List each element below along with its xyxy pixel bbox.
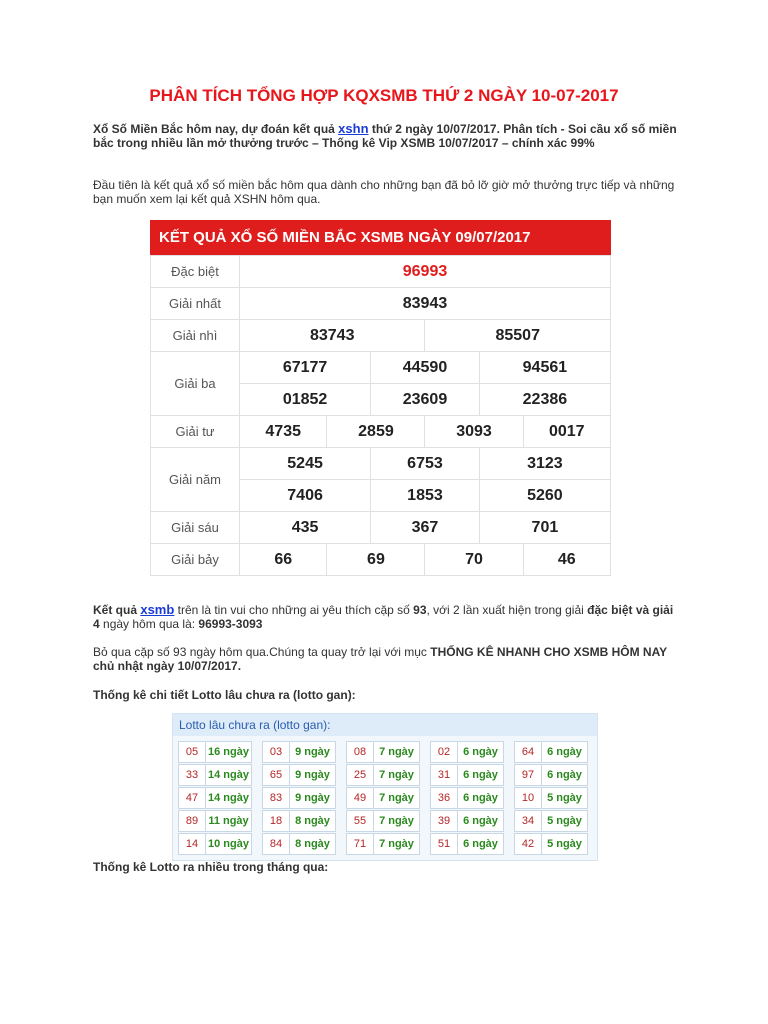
lotto-column (178, 741, 252, 856)
label-g3: Giải ba (151, 352, 240, 416)
result-table (150, 220, 611, 576)
lotto-month-heading: Thống kê Lotto ra nhiều trong tháng qua: (93, 860, 329, 874)
p3-c: , với 2 lần xuất hiện trong giải (426, 603, 588, 617)
result-header: KẾT QUẢ XỔ SỐ MIỀN BẮC XSMB NGÀY 09/07/2017 (150, 220, 611, 255)
lotto-days: 10 ngày (208, 838, 249, 850)
lotto-days: 16 ngày (208, 746, 249, 758)
lotto-days: 7 ngày (379, 815, 414, 827)
lotto-days: 9 ngày (295, 769, 330, 781)
lotto-entry (262, 833, 336, 855)
lotto-entry (514, 787, 588, 809)
lotto-days: 11 ngày (208, 815, 249, 827)
lotto-entry (262, 764, 336, 786)
lotto-number: 89 (179, 811, 206, 831)
lotto-number: 51 (431, 834, 458, 854)
lotto-entry (262, 741, 336, 763)
analysis-paragraph (93, 603, 681, 631)
lotto-days: 14 ngày (208, 792, 249, 804)
lotto-entry (514, 764, 588, 786)
lotto-number: 31 (431, 765, 458, 785)
lotto-number: 83 (263, 788, 290, 808)
lotto-number: 84 (263, 834, 290, 854)
lotto-number: 14 (179, 834, 206, 854)
prize-g5-2: 6753 (371, 448, 480, 480)
lotto-number: 10 (515, 788, 542, 808)
intro-text-pre: Xổ Số Miền Bắc hôm nay, dự đoán kết quả (93, 122, 339, 136)
prize-g7-3: 70 (425, 544, 523, 576)
lotto-days: 8 ngày (295, 838, 330, 850)
p4-b: THỐNG KÊ NHANH CHO XSMB HÔM NAY chủ nhật ngày 10/07/2017. (93, 645, 667, 673)
lotto-days: 6 ngày (463, 746, 498, 758)
lotto-gan-header: Lotto lâu chưa ra (lotto gan): (173, 714, 597, 736)
lotto-days: 9 ngày (295, 792, 330, 804)
row-g4 (151, 416, 611, 448)
prize-g5-1: 5245 (240, 448, 371, 480)
lotto-column (262, 741, 336, 856)
xsmb-link[interactable]: xsmb (140, 602, 175, 617)
lotto-gan-heading: Thống kê chi tiết Lotto lâu chưa ra (lotto gan): (93, 688, 356, 702)
lotto-gan-box (172, 713, 598, 861)
prize-g3-3: 94561 (479, 352, 610, 384)
prize-g4-1: 4735 (240, 416, 327, 448)
lotto-number: 39 (431, 811, 458, 831)
prize-g1: 83943 (240, 288, 611, 320)
lotto-days: 5 ngày (547, 792, 582, 804)
prize-g3-5: 23609 (371, 384, 480, 416)
lotto-days: 6 ngày (463, 838, 498, 850)
lotto-number: 36 (431, 788, 458, 808)
lotto-entry (514, 741, 588, 763)
lotto-number: 49 (347, 788, 374, 808)
lotto-column (514, 741, 588, 856)
row-g1 (151, 288, 611, 320)
prize-g3-4: 01852 (240, 384, 371, 416)
lotto-entry (262, 787, 336, 809)
prize-g2-2: 85507 (425, 320, 611, 352)
lotto-number: 18 (263, 811, 290, 831)
lotto-entry (178, 810, 252, 832)
lotto-entry (514, 833, 588, 855)
lotto-entry (346, 833, 420, 855)
yesterday-paragraph: Đầu tiên là kết quả xổ số miền bắc hôm qua dành cho những bạn đã bỏ lỡ giờ mở thưởng trực tiếp và những bạn muốn xem lại kết quả XSHN hôm qua. (93, 178, 675, 206)
lotto-number: 03 (263, 742, 290, 762)
lotto-days: 14 ngày (208, 769, 249, 781)
intro-text-post: thứ 2 ngày 10/07/2017. Phân tích - Soi cầu xổ số miền bắc trong nhiều lần mở thưởng trước – Thống kê Vip XSMB 10/07/2017 – chính xác 99% (93, 122, 677, 150)
page-title: PHÂN TÍCH TỔNG HỢP KQXSMB THỨ 2 NGÀY 10-07-2017 (149, 86, 619, 105)
lotto-number: 55 (347, 811, 374, 831)
lotto-entry (346, 741, 420, 763)
lotto-entry (430, 741, 504, 763)
p3-d: ngày hôm qua là: (99, 617, 199, 631)
prize-g5-3: 3123 (479, 448, 610, 480)
prize-g4-4: 0017 (523, 416, 610, 448)
lotto-number: 71 (347, 834, 374, 854)
prize-g5-5: 1853 (371, 480, 480, 512)
label-g6: Giải sáu (151, 512, 240, 544)
lotto-entry (178, 833, 252, 855)
row-g2 (151, 320, 611, 352)
lotto-entry (262, 810, 336, 832)
lotto-days: 7 ngày (379, 838, 414, 850)
lotto-number: 65 (263, 765, 290, 785)
lotto-days: 6 ngày (463, 769, 498, 781)
prize-g6-1: 435 (240, 512, 371, 544)
row-g7 (151, 544, 611, 576)
row-g5a (151, 448, 611, 480)
row-g6 (151, 512, 611, 544)
lotto-days: 5 ngày (547, 838, 582, 850)
p3-pair: 96993-3093 (198, 617, 263, 631)
lotto-days: 7 ngày (379, 792, 414, 804)
lotto-number: 05 (179, 742, 206, 762)
lotto-number: 33 (179, 765, 206, 785)
prize-g6-3: 701 (479, 512, 610, 544)
prize-g4-2: 2859 (327, 416, 425, 448)
lotto-days: 7 ngày (379, 746, 414, 758)
label-g4: Giải tư (151, 416, 240, 448)
lotto-number: 42 (515, 834, 542, 854)
lotto-column (346, 741, 420, 856)
label-g1: Giải nhất (151, 288, 240, 320)
label-g7: Giải bảy (151, 544, 240, 576)
lotto-entry (430, 787, 504, 809)
prize-db: 96993 (240, 256, 611, 288)
lotto-number: 02 (431, 742, 458, 762)
lotto-number: 25 (347, 765, 374, 785)
lotto-number: 34 (515, 811, 542, 831)
prize-g7-2: 69 (327, 544, 425, 576)
lotto-entry (430, 833, 504, 855)
lotto-days: 6 ngày (547, 769, 582, 781)
row-db (151, 256, 611, 288)
lotto-days: 5 ngày (547, 815, 582, 827)
prize-g7-1: 66 (240, 544, 327, 576)
lotto-entry (178, 787, 252, 809)
prize-g5-6: 5260 (479, 480, 610, 512)
lotto-days: 6 ngày (463, 815, 498, 827)
lotto-days: 8 ngày (295, 815, 330, 827)
lotto-number: 47 (179, 788, 206, 808)
lotto-entry (178, 764, 252, 786)
lotto-entry (430, 764, 504, 786)
label-g5: Giải năm (151, 448, 240, 512)
lotto-number: 08 (347, 742, 374, 762)
prize-g5-4: 7406 (240, 480, 371, 512)
lotto-number: 97 (515, 765, 542, 785)
prize-g7-4: 46 (523, 544, 610, 576)
p3-a: Kết quả (93, 603, 141, 617)
p4-a: Bỏ qua cặp số 93 ngày hôm qua.Chúng ta quay trở lại với mục (93, 645, 431, 659)
lotto-entry (178, 741, 252, 763)
lotto-entry (346, 787, 420, 809)
lotto-days: 9 ngày (295, 746, 330, 758)
p3-b: trên là tin vui cho những ai yêu thích cặp số (174, 603, 414, 617)
lotto-entry (346, 764, 420, 786)
prize-g3-2: 44590 (371, 352, 480, 384)
xshn-link[interactable]: xshn (338, 121, 369, 136)
prize-g4-3: 3093 (425, 416, 523, 448)
lotto-number: 64 (515, 742, 542, 762)
lotto-entry (430, 810, 504, 832)
row-g3a (151, 352, 611, 384)
lotto-days: 6 ngày (547, 746, 582, 758)
prize-g2-1: 83743 (240, 320, 425, 352)
stats-intro-paragraph (93, 645, 681, 673)
prize-g3-1: 67177 (240, 352, 371, 384)
lotto-entry (514, 810, 588, 832)
intro-paragraph (93, 122, 681, 150)
lotto-days: 7 ngày (379, 769, 414, 781)
label-g2: Giải nhì (151, 320, 240, 352)
p3-num: 93 (413, 603, 427, 617)
prize-g6-2: 367 (371, 512, 480, 544)
prize-g3-6: 22386 (479, 384, 610, 416)
label-db: Đặc biệt (151, 256, 240, 288)
p3-bold2: đặc biệt và giải 4 (93, 603, 674, 631)
lotto-column (430, 741, 504, 856)
lotto-days: 6 ngày (463, 792, 498, 804)
lotto-entry (346, 810, 420, 832)
